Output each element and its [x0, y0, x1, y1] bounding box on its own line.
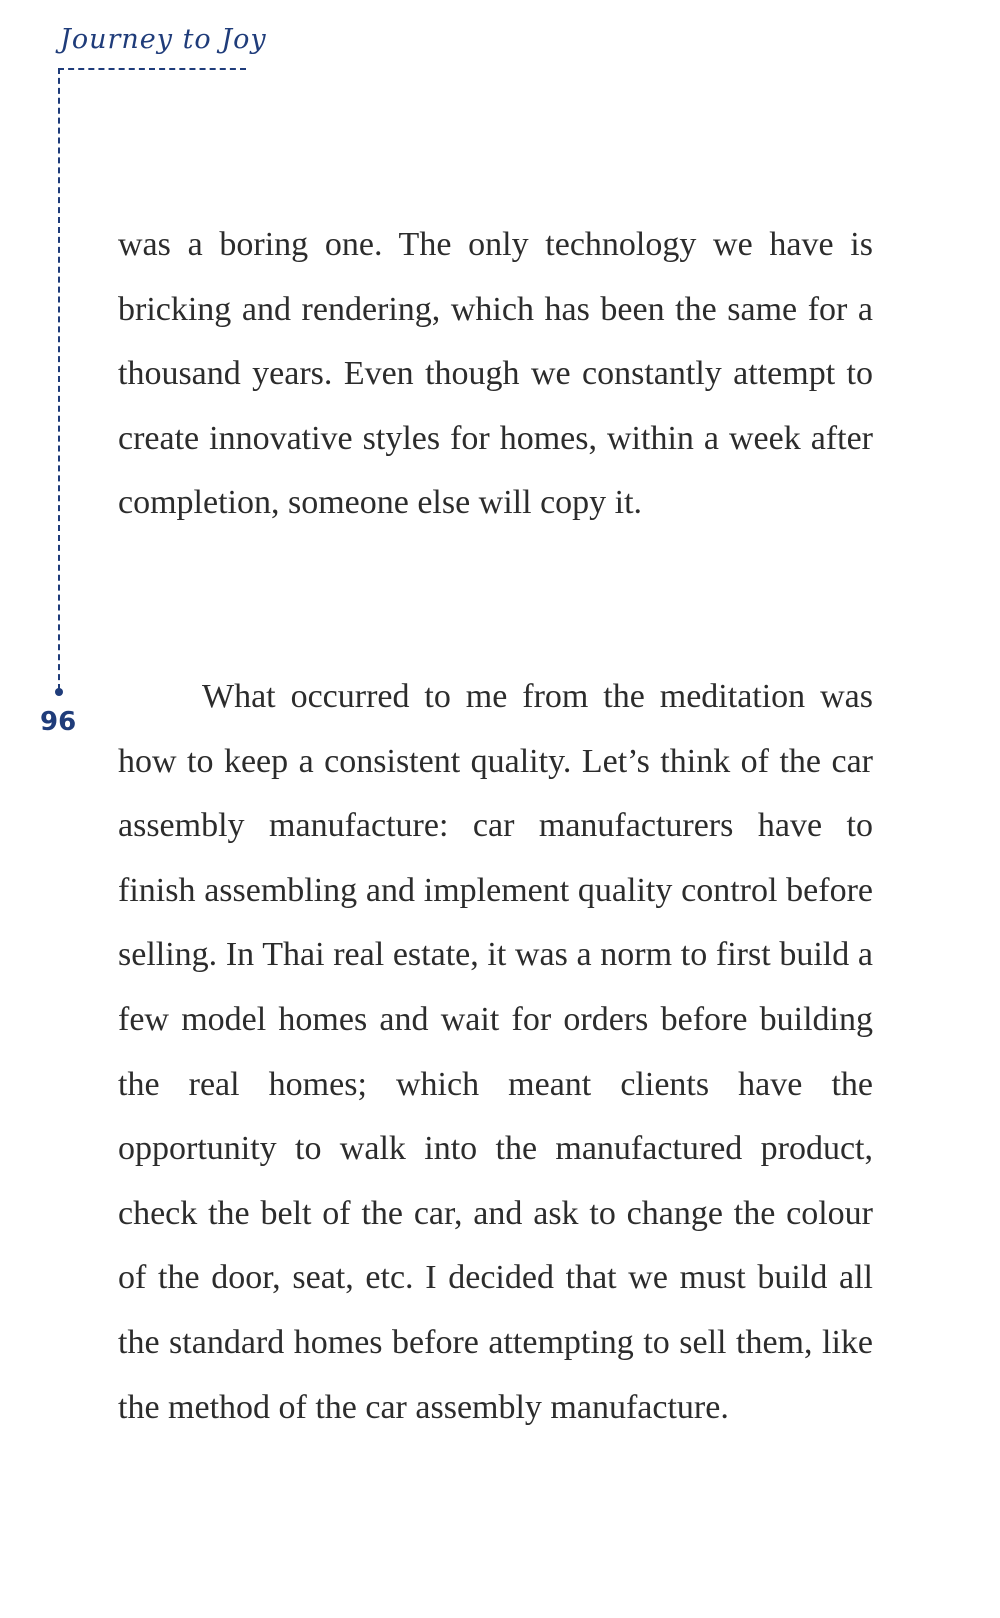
running-header-title: Journey to Joy — [60, 24, 267, 55]
body-paragraph: What occurred to me from the meditation was how to keep a consistent quality. Let’s think of the car assembly manufacture: car manufacturers have to finish assembling and implement quality control before selling. In Thai real estate, it was a norm to first build a few model homes and wait for orders before building the real homes; which meant clients have the opportunity to walk into the manufactured product, check the belt of the car, and ask to change the colour of the door, seat, etc. I decided that we must build all the standard homes before attempting to sell them, like the method of the car assembly manufacture. — [118, 678, 873, 1426]
margin-rule-end-dot — [55, 688, 63, 696]
header-dashed-rule — [58, 68, 246, 70]
body-paragraph: was a boring one. The only technology we have is bricking and rendering, which has been the same for a thousand years. Even though we constantly attempt to create innovative styles for homes, within a week after completion, someone else will copy it. — [118, 226, 873, 522]
margin-dashed-rule — [58, 68, 60, 690]
page-number: 96 — [40, 707, 77, 737]
